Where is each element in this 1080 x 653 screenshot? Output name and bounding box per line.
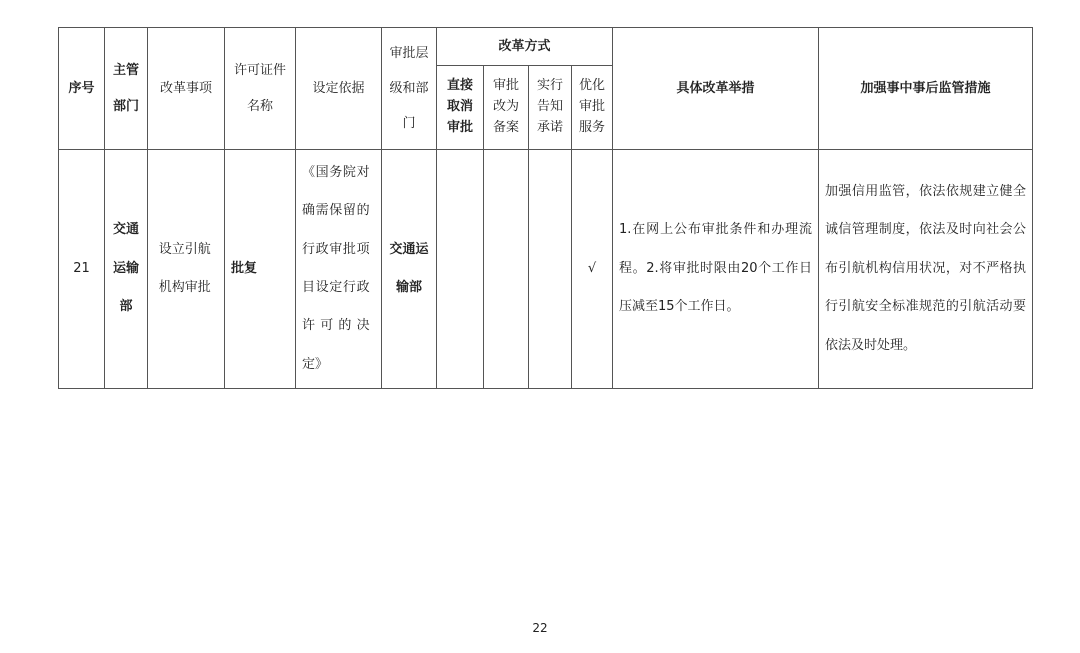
- cell-mode-optimize: [572, 150, 613, 389]
- cell-measures: 1.在网上公布审批条件和办理流程。2.将审批时限由20个工作日压减至15个工作日。: [613, 150, 819, 389]
- header-item: 改革事项: [148, 28, 225, 150]
- cell-mode-promise: [529, 150, 572, 389]
- cell-seq: 21: [59, 150, 105, 389]
- header-mode-cancel: 直接取消审批: [437, 65, 484, 149]
- cell-supervision: 加强信用监管，依法依规建立健全诚信管理制度，依法及时向社会公布引航机构信用状况，对不严格执行引航安全标准规范的引航活动要依法及时处理。: [819, 150, 1033, 389]
- header-seq: 序号: [59, 28, 105, 150]
- cell-item: 设立引航机构审批: [148, 150, 225, 389]
- checkmark: √: [587, 261, 597, 277]
- header-mode-optimize: 优化审批服务: [572, 65, 613, 149]
- header-license: 许可证件名称: [225, 28, 296, 150]
- cell-mode-cancel: [437, 150, 484, 389]
- header-mode-promise: 实行告知承诺: [529, 65, 572, 149]
- table-row: [59, 150, 1033, 389]
- header-mode-record: 审批改为备案: [484, 65, 529, 149]
- cell-dept: 交通运输部: [105, 150, 148, 389]
- reform-table: [58, 27, 1033, 389]
- cell-level: 交通运输部: [382, 150, 437, 389]
- cell-basis: 《国务院对确需保留的行政审批项目设定行政许可的决定》: [296, 150, 382, 389]
- header-basis: 设定依据: [296, 28, 382, 150]
- header-dept: 主管部门: [105, 28, 148, 150]
- cell-license: 批复: [225, 150, 296, 389]
- page-number: 22: [532, 621, 548, 635]
- header-level: 审批层级和部门: [382, 28, 437, 150]
- header-row: [59, 28, 1033, 66]
- header-measures: 具体改革举措: [613, 28, 819, 150]
- header-reform-mode: 改革方式: [437, 28, 613, 66]
- header-supervision: 加强事中事后监管措施: [819, 28, 1033, 150]
- cell-mode-record: [484, 150, 529, 389]
